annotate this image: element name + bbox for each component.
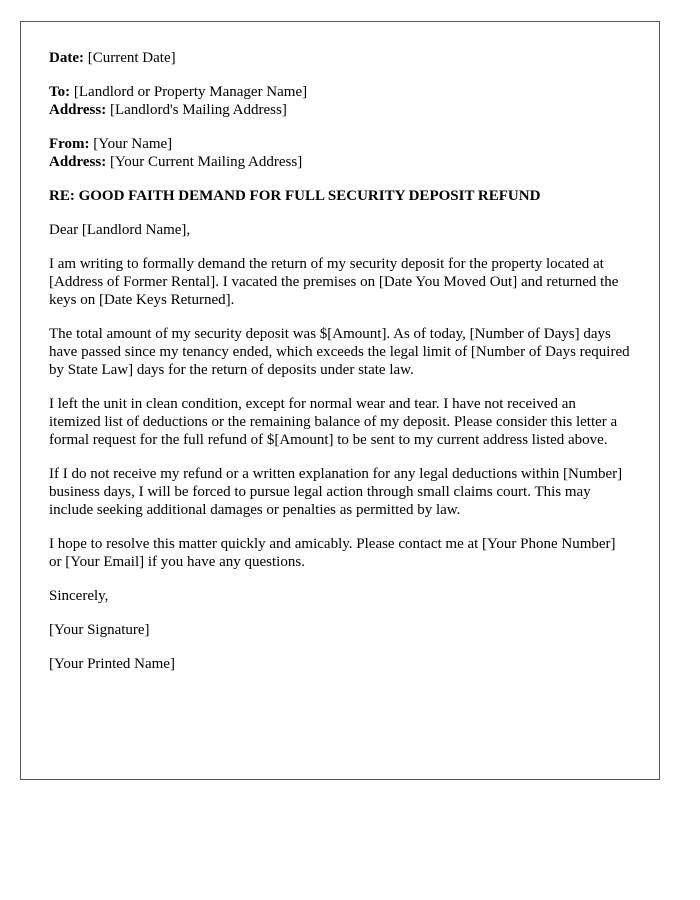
date-block — [49, 49, 631, 67]
from-address-label: Address: — [49, 154, 107, 170]
recipient-block — [49, 83, 631, 119]
to-label: To: — [49, 84, 71, 100]
closing: Sincerely, — [49, 588, 109, 604]
from-address-line — [49, 153, 631, 171]
from-address-value: [Your Current Mailing Address] — [109, 154, 303, 170]
subject-line: RE: GOOD FAITH DEMAND FOR FULL SECURITY DEPOSIT REFUND — [49, 188, 541, 204]
body-paragraph-5: I hope to resolve this matter quickly and amicably. Please contact me at [Your Phone Number] or [Your Email] if you have any questions. — [49, 536, 616, 570]
letter-page — [20, 21, 660, 780]
body-paragraph-1: I am writing to formally demand the return of my security deposit for the property located at [Address of Former Rental]. I vacated the premises on [Date You Moved Out] and returned the keys on [Date Keys Returned]. — [49, 256, 619, 308]
from-line — [49, 135, 631, 153]
to-line — [49, 83, 631, 101]
date-value: [Current Date] — [87, 50, 176, 66]
to-address-value: [Landlord's Mailing Address] — [109, 102, 287, 118]
to-address-line — [49, 101, 631, 119]
body-paragraph-2: The total amount of my security deposit was $[Amount]. As of today, [Number of Days] days have passed since my tenancy ended, which exceeds the legal limit of [Number of Days required by State Law] days for the return of deposits under state law. — [49, 326, 630, 378]
to-value: [Landlord or Property Manager Name] — [73, 84, 308, 100]
salutation: Dear [Landlord Name], — [49, 222, 191, 238]
from-label: From: — [49, 136, 90, 152]
body-paragraph-4: If I do not receive my refund or a written explanation for any legal deductions within [Number] business days, I will be forced to pursue legal action through small claims court. This may include seeking additional damages or penalties as permitted by law. — [49, 466, 623, 518]
sender-block — [49, 135, 631, 171]
to-address-label: Address: — [49, 102, 107, 118]
signature: [Your Signature] — [49, 622, 150, 638]
date-label: Date: — [49, 50, 84, 66]
printed-name: [Your Printed Name] — [49, 656, 175, 672]
body-paragraph-3: I left the unit in clean condition, except for normal wear and tear. I have not received an itemized list of deductions or the remaining balance of my deposit. Please consider this letter a formal request for the full refund of $[Amount] to be sent to my current address listed above. — [49, 396, 618, 448]
from-value: [Your Name] — [93, 136, 173, 152]
date-line — [49, 49, 631, 67]
